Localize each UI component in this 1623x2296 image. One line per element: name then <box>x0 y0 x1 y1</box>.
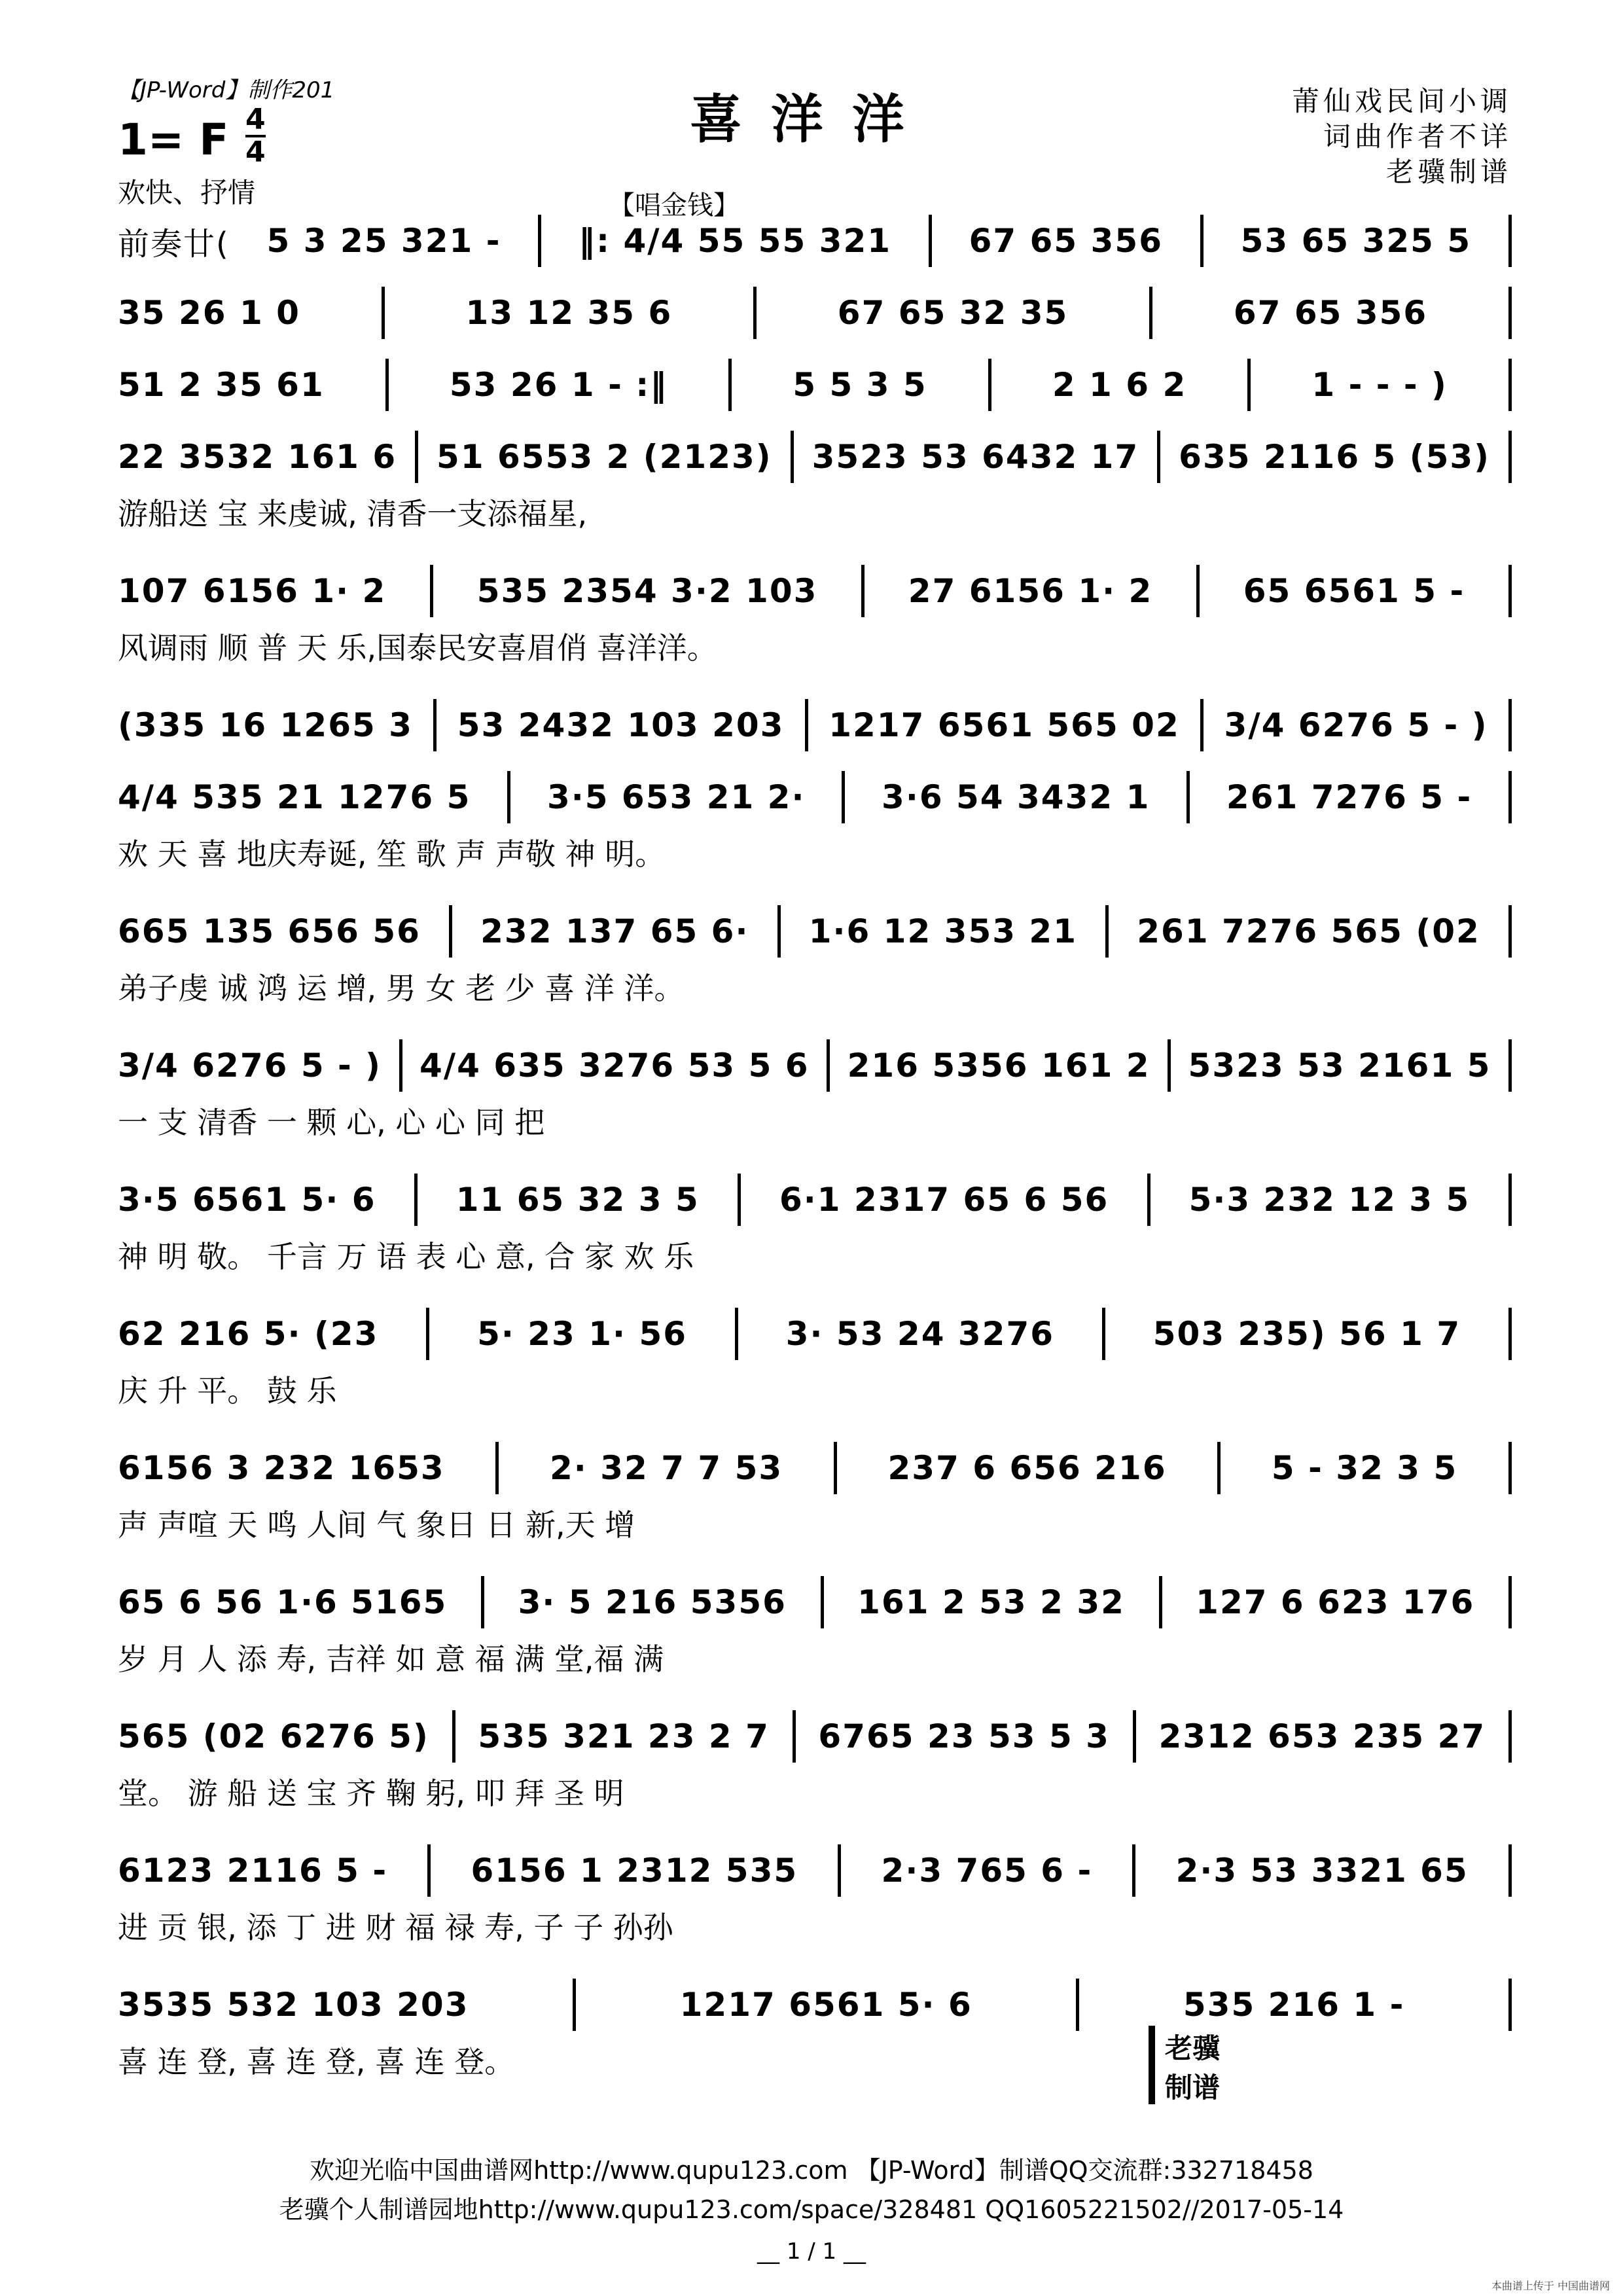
measure: 5 3 25 321 - <box>266 222 501 260</box>
measure: 11 65 32 3 5 <box>455 1181 700 1219</box>
barline <box>427 1844 431 1897</box>
upload-watermark: 本曲谱上传于 中国曲谱网 <box>1491 2280 1610 2292</box>
measure: 65 6561 5 - <box>1243 572 1465 610</box>
barline <box>988 359 991 411</box>
info-arranger: 老骥制谱 <box>1385 156 1512 188</box>
lyric-line: 一 支 清香 一 颗 心, 心 心 同 把 <box>118 1105 545 1140</box>
measure: 1217 6561 565 02 <box>829 706 1180 744</box>
measure: (335 16 1265 3 <box>118 706 413 744</box>
lyric-line: 喜 连 登, 喜 连 登, 喜 连 登。 <box>118 2044 515 2079</box>
staff-line <box>118 1302 1512 1365</box>
measure: 535 2354 3·2 103 <box>476 572 818 610</box>
barline <box>1076 1979 1079 2031</box>
barline <box>842 771 845 823</box>
measure: 5 - 32 3 5 <box>1271 1449 1458 1487</box>
measure: 6·1 2317 65 6 56 <box>779 1181 1109 1219</box>
measure: 4/4 535 21 1276 5 <box>118 778 471 816</box>
barline <box>1200 699 1204 751</box>
barline <box>1186 771 1190 823</box>
page-number: __ 1 / 1 __ <box>757 2238 866 2265</box>
measure: 1217 6561 5· 6 <box>679 1986 972 2024</box>
measure: 5323 53 2161 5 <box>1188 1047 1491 1085</box>
measure: 1·6 12 353 21 <box>808 912 1078 950</box>
barline <box>1508 1039 1512 1092</box>
barline <box>753 287 757 339</box>
measure: 216 5356 161 2 <box>847 1047 1150 1085</box>
barline <box>1132 1844 1135 1897</box>
barline <box>415 431 418 483</box>
measure: 51 6553 2 (2123) <box>437 438 772 476</box>
barline <box>1508 431 1512 483</box>
measure: 3/4 6276 5 - ) <box>118 1047 382 1085</box>
end-mark <box>1165 2029 1220 2108</box>
meter-top: 4 <box>245 103 266 136</box>
key-signature: 1= F <box>118 115 229 165</box>
barline <box>452 1710 455 1763</box>
staff-line <box>118 281 1512 344</box>
staff-line <box>118 1437 1512 1499</box>
measure: 635 2116 5 (53) <box>1179 438 1490 476</box>
barline <box>1133 1710 1136 1763</box>
barline <box>538 215 541 267</box>
barline <box>426 1308 429 1360</box>
measure: 65 6 56 1·6 5165 <box>118 1583 448 1621</box>
measure: 4/4 635 3276 53 5 6 <box>419 1047 810 1085</box>
barline <box>793 1710 796 1763</box>
lyric-line: 庆 升 平。 鼓 乐 <box>118 1373 337 1408</box>
measure: 3523 53 6432 17 <box>812 438 1139 476</box>
barline <box>507 771 510 823</box>
barline <box>827 1039 830 1092</box>
barline <box>838 1844 841 1897</box>
barline <box>385 359 389 411</box>
measure: 3·5 653 21 2· <box>546 778 806 816</box>
barline <box>791 431 794 483</box>
staff-line <box>118 425 1512 488</box>
barline <box>1149 287 1152 339</box>
staff-line <box>118 1705 1512 1768</box>
measure: 35 26 1 0 <box>118 294 300 332</box>
measure: 3· 5 216 5356 <box>518 1583 787 1621</box>
barline <box>1508 359 1512 411</box>
measure: 503 235) 56 1 7 <box>1152 1315 1461 1353</box>
staff-line <box>118 1839 1512 1902</box>
measure: 5· 23 1· 56 <box>477 1315 688 1353</box>
barline <box>929 215 932 267</box>
measure: 107 6156 1· 2 <box>118 572 387 610</box>
lyric-line: 游船送 宝 来虔诚, 清香一支添福星, <box>118 496 588 531</box>
measure: 665 135 656 56 <box>118 912 421 950</box>
barline <box>735 1308 738 1360</box>
staff-line <box>118 209 1512 272</box>
lyric-line: 堂。 游 船 送 宝 齐 鞠 躬, 叩 拜 圣 明 <box>118 1776 624 1811</box>
barline <box>382 287 385 339</box>
barline <box>1508 1174 1512 1226</box>
lyric-line: 神 明 敬。 千言 万 语 表 心 意, 合 家 欢 乐 <box>118 1239 694 1274</box>
staff-line <box>118 1571 1512 1634</box>
measure: 67 65 356 <box>1233 294 1428 332</box>
measure: 2312 653 235 27 <box>1158 1717 1486 1755</box>
barline <box>738 1174 741 1226</box>
measure: 5·3 232 12 3 5 <box>1188 1181 1471 1219</box>
barline <box>1508 771 1512 823</box>
end-mark-line2: 制谱 <box>1165 2072 1221 2104</box>
barline <box>1508 1844 1512 1897</box>
measure: 53 65 325 5 <box>1240 222 1472 260</box>
barline <box>834 1442 837 1494</box>
barline <box>805 699 808 751</box>
barline <box>1508 215 1512 267</box>
measure: 67 65 356 <box>969 222 1163 260</box>
barline <box>1196 565 1200 617</box>
staff-line <box>118 694 1512 757</box>
staff-line <box>118 353 1512 416</box>
barline <box>1200 215 1204 267</box>
page-title: 喜洋洋 <box>690 89 933 150</box>
footer-line2: 老骥个人制谱园地http://www.qupu123.com/space/328481 QQ1605221502//2017-05-14 <box>279 2195 1344 2224</box>
measure: 127 6 623 176 <box>1196 1583 1475 1621</box>
measure: 53 2432 103 203 <box>457 706 785 744</box>
barline <box>433 699 437 751</box>
barline <box>1508 1308 1512 1360</box>
measure: ‖: 4/4 55 55 321 <box>579 222 892 260</box>
barline <box>728 359 732 411</box>
measure: 6156 3 232 1653 <box>118 1449 445 1487</box>
barline <box>1508 1576 1512 1628</box>
barline <box>1147 1174 1150 1226</box>
barline <box>481 1576 484 1628</box>
barline <box>1105 905 1109 958</box>
measure: 3·6 54 3432 1 <box>882 778 1150 816</box>
barline <box>861 565 865 617</box>
measure: 62 216 5· (23 <box>118 1315 379 1353</box>
credit-text: 【JP-Word】制作201 <box>118 77 335 103</box>
staff-line <box>118 560 1512 622</box>
barline <box>1508 1710 1512 1763</box>
measure: 1 - - - ) <box>1311 366 1448 404</box>
measure: 53 26 1 - :‖ <box>449 366 668 404</box>
barline <box>495 1442 499 1494</box>
meter-bottom: 4 <box>245 135 266 169</box>
barline <box>1508 287 1512 339</box>
lyric-line: 风调雨 顺 普 天 乐,国泰民安喜眉俏 喜洋洋。 <box>118 630 717 666</box>
staff-label: 前奏廿( <box>118 225 230 262</box>
footer-line1: 欢迎光临中国曲谱网http://www.qupu123.com 【JP-Word】制谱QQ交流群:332718458 <box>310 2156 1313 2185</box>
measure: 2·3 765 6 - <box>881 1852 1093 1890</box>
barline <box>430 565 433 617</box>
lyric-line: 声 声喧 天 鸣 人间 气 象日 日 新,天 增 <box>118 1507 635 1543</box>
lyric-line: 欢 天 喜 地庆寿诞, 笙 歌 声 声敬 神 明。 <box>118 836 666 872</box>
staff-line <box>118 900 1512 963</box>
end-mark-line1: 老骥 <box>1165 2032 1221 2064</box>
measure: 232 137 65 6· <box>480 912 749 950</box>
staff-line <box>118 1973 1512 2036</box>
barline <box>1159 1576 1162 1628</box>
barline <box>1508 699 1512 751</box>
measure: 6156 1 2312 535 <box>471 1852 798 1890</box>
measure: 161 2 53 2 32 <box>857 1583 1125 1621</box>
measure: 261 7276 5 - <box>1226 778 1472 816</box>
barline <box>1508 1442 1512 1494</box>
measure: 22 3532 161 6 <box>118 438 397 476</box>
measure: 6765 23 53 5 3 <box>818 1717 1110 1755</box>
measure: 237 6 656 216 <box>887 1449 1167 1487</box>
measure: 535 321 23 2 7 <box>478 1717 770 1755</box>
barline <box>777 905 781 958</box>
measure: 3·5 6561 5· 6 <box>118 1181 376 1219</box>
barline <box>1217 1442 1221 1494</box>
measure: 535 216 1 - <box>1183 1986 1405 2024</box>
barline <box>821 1576 824 1628</box>
barline <box>573 1979 576 2031</box>
measure: 2 1 6 2 <box>1052 366 1187 404</box>
info-origin: 莆仙戏民间小调 <box>1291 85 1512 117</box>
lyric-line: 岁 月 人 添 寿, 吉祥 如 意 福 满 堂,福 满 <box>118 1641 664 1677</box>
measure: 13 12 35 6 <box>465 294 673 332</box>
barline <box>1102 1308 1105 1360</box>
tempo-marking: 欢快、抒情 <box>118 177 256 209</box>
measure: 565 (02 6276 5) <box>118 1717 429 1755</box>
barline <box>1157 431 1160 483</box>
measure: 6123 2116 5 - <box>118 1852 388 1890</box>
measure: 27 6156 1· 2 <box>908 572 1153 610</box>
measure: 5 5 3 5 <box>793 366 927 404</box>
barline <box>1508 1979 1512 2031</box>
barline <box>1247 359 1251 411</box>
measure: 2· 32 7 7 53 <box>550 1449 783 1487</box>
measure: 261 7276 565 (02 <box>1137 912 1480 950</box>
section-label: 【唱金钱】 <box>609 190 740 221</box>
measure: 3/4 6276 5 - ) <box>1224 706 1488 744</box>
lyric-line: 进 贡 银, 添 丁 进 财 福 禄 寿, 子 子 孙孙 <box>118 1910 673 1945</box>
measure: 67 65 32 35 <box>837 294 1069 332</box>
lyric-line: 弟子虔 诚 鸿 运 增, 男 女 老 少 喜 洋 洋。 <box>118 971 685 1006</box>
measure: 51 2 35 61 <box>118 366 325 404</box>
barline <box>1508 565 1512 617</box>
end-barline <box>1149 2026 1155 2104</box>
barline <box>449 905 452 958</box>
info-author: 词曲作者不详 <box>1323 120 1512 152</box>
barline <box>399 1039 402 1092</box>
barline <box>1168 1039 1171 1092</box>
staff-line <box>118 766 1512 829</box>
barline <box>414 1174 418 1226</box>
staff-line <box>118 1168 1512 1231</box>
measure: 3535 532 103 203 <box>118 1986 469 2024</box>
measure: 3· 53 24 3276 <box>785 1315 1055 1353</box>
barline <box>1508 905 1512 958</box>
staff-line <box>118 1034 1512 1097</box>
measure: 2·3 53 3321 65 <box>1175 1852 1469 1890</box>
